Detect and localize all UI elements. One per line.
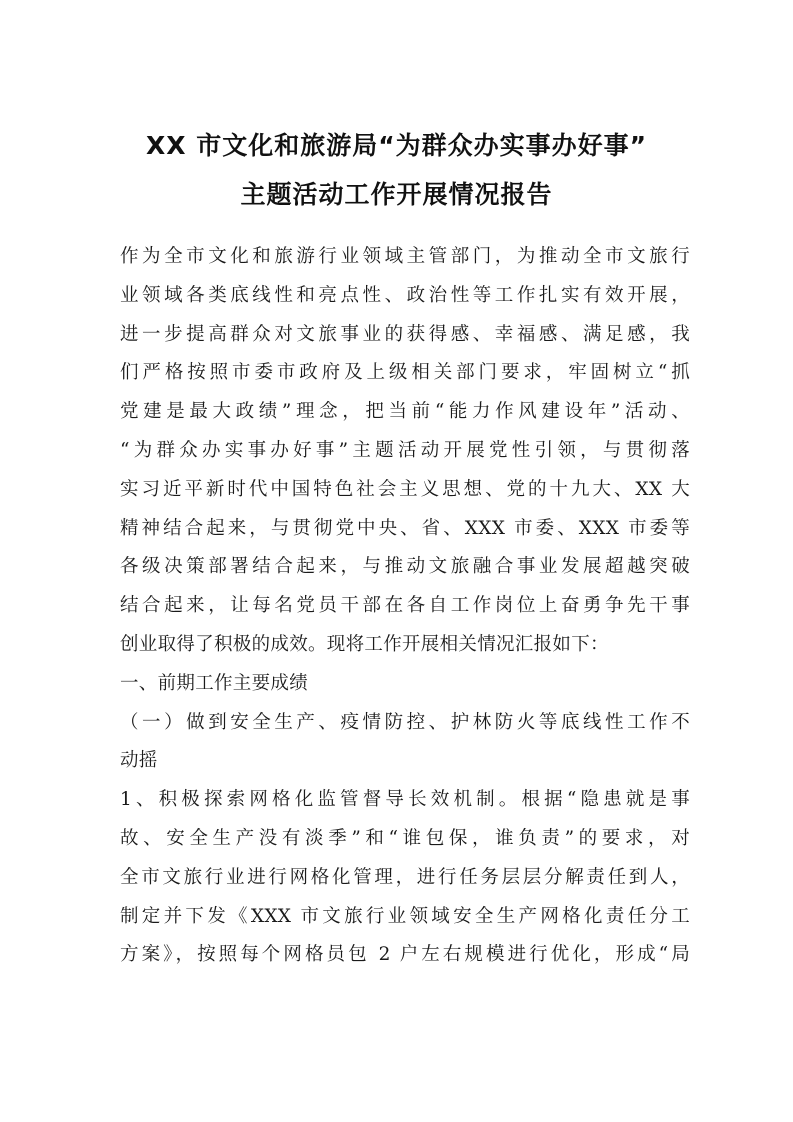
document-title-line-2: 主题活动工作开展情况报告	[240, 180, 553, 209]
body-line: 各级决策部署结合起来，与推动文旅融合事业发展超越突破	[120, 556, 690, 578]
section-heading: 一、前期工作主要成绩	[120, 672, 309, 694]
body-line: 党建是最大政绩”理念，把当前“能力作风建设年”活动、	[120, 401, 690, 423]
body-line: 结合起来，让每名党员干部在各自工作岗位上奋勇争先干事	[120, 595, 690, 617]
body-line: 制定并下发《XXX 市文旅行业领域安全生产网格化责任分工	[120, 905, 690, 927]
document-body	[120, 238, 690, 975]
body-line: “为群众办实事办好事”主题活动开展党性引领，与贯彻落	[120, 439, 690, 461]
body-line: 进一步提高群众对文旅事业的获得感、幸福感、满足感，我	[120, 323, 690, 345]
body-line: 实习近平新时代中国特色社会主义思想、党的十九大、XX 大	[120, 478, 690, 500]
body-line: 精神结合起来，与贯彻党中央、省、XXX 市委、XXX 市委等	[120, 517, 690, 539]
document-title-line-1: XX 市文化和旅游局“为群众办实事办好事”	[145, 131, 648, 160]
body-line: 全市文旅行业进行网格化管理，进行任务层层分解责任到人，	[120, 866, 690, 888]
subsection-heading: （一）做到安全生产、疫情防控、护林防火等底线性工作不	[120, 711, 690, 733]
body-line: 作为全市文化和旅游行业领域主管部门，为推动全市文旅行	[120, 246, 690, 267]
body-line: 故、安全生产没有淡季”和“谁包保，谁负责”的要求，对	[120, 827, 690, 849]
body-line: 创业取得了积极的成效。现将工作开展相关情况汇报如下：	[120, 633, 609, 655]
subsection-heading-cont: 动摇	[120, 750, 158, 772]
body-line: 1、积极探索网格化监管督导长效机制。根据“隐患就是事	[120, 789, 690, 811]
body-line: 们严格按照市委市政府及上级相关部门要求，牢固树立“抓	[120, 362, 690, 384]
body-line: 方案》，按照每个网格员包 2 户左右规模进行优化，形成“局	[120, 944, 690, 966]
body-line: 业领域各类底线性和亮点性、政治性等工作扎实有效开展，	[120, 284, 690, 306]
